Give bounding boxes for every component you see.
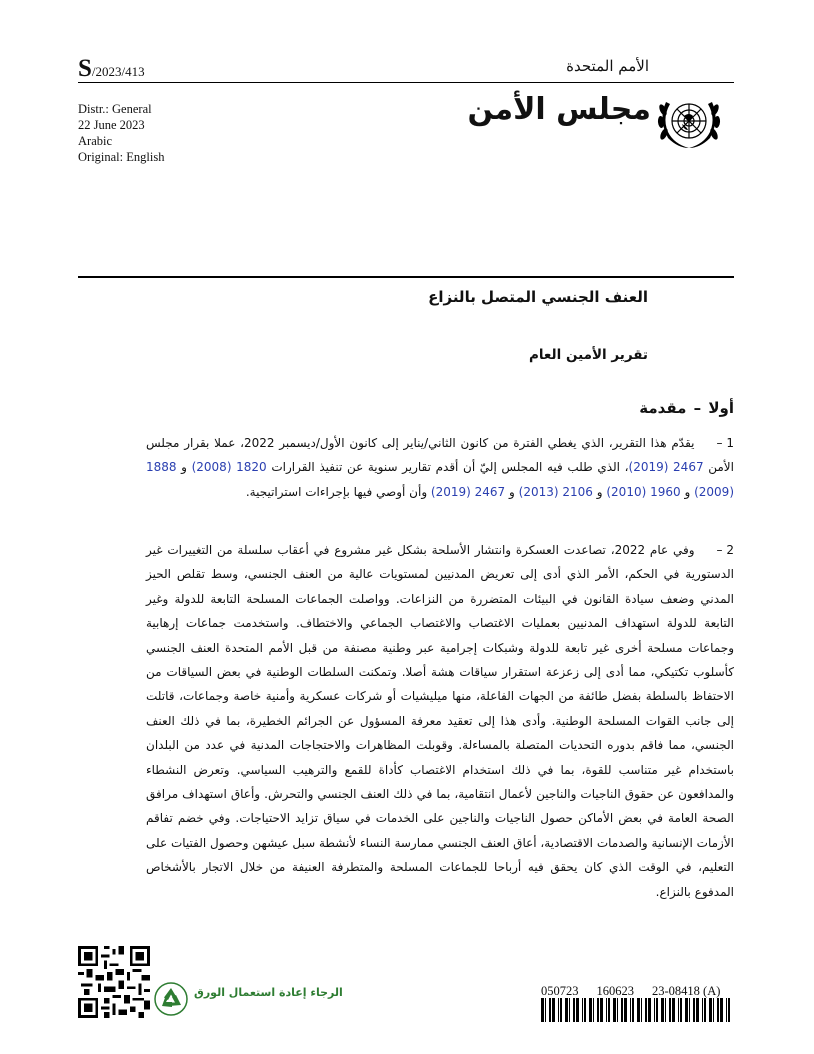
barcode-bar [717, 998, 719, 1022]
paragraph-text: ، الذي طلب فيه المجلس إليّ أن أقدم تقارير سنوية عن تنفيذ القرارات [271, 460, 629, 475]
title-rule [78, 276, 734, 278]
symbol-letter: S [78, 55, 92, 82]
barcode-bar [632, 998, 634, 1022]
barcode-bar [608, 998, 610, 1022]
distribution-line: Distr.: General [78, 102, 152, 116]
barcode-bar [645, 998, 647, 1022]
header-rule [78, 82, 734, 83]
recycle-notice: الرجاء إعادة استعمال الورق [194, 986, 343, 999]
council-name: مجلس الأمن [467, 92, 651, 127]
barcode-bar [541, 998, 544, 1022]
paragraph-text: وفي عام 2022، تصاعدت العسكرة وانتشار الأسلحة بشكل غير مشروع في أعقاب سلسلة من التغييرات غير الدستورية في الحكم، الأمر الذي أدى إلى تعريض المدنيين لمستويات عالية من العنف الجنسي، وسط تقلص الحيز المدني وضعف سيادة القانون في البيئات المتضررة من النزاعات. وواصلت الجماعات المسلحة التابعة للدولة وغير التابعة للدولة استهداف المدنيين بعمليات الاغتصاب والاغتصاب الجماعي والاختطاف. واستخدمت جماعات إرهابية وجماعات مسلحة أخرى غير تابعة للدولة وشبكات إجرامية عبر وطنية مصنفة من قبل الأمم المتحدة العنف الجنسي كأسلوب تكتيكي، مما أدى إلى زعزعة استقرار سياقات هشة أصلا. وتمكنت السلطات الوطنية في بعض السياقات من الاحتفاظ بالسلطة بفضل طائفة من الجهات الفاعلة، منها ميليشيات أو شركات عسكرية وأمنية خاصة وجماعات، قاتلت إلى جانب القوات المسلحة الوطنية. وأدى هذا إلى تعقيد معرفة المسؤول عن الجرائم الخطيرة، بما في ذلك العنف الجنسي، مما فاقم بدوره التحديات المتصلة بالمساءلة. وقوبلت المظاهرات والاحتجاجات المدنية في عدد من البلدان باستخدام غير متناسب للقوة، بما في ذلك استخدام الاغتصاب كأداة للقمع والترهيب السياسي. وتعرض النشطاء والمدافعون عن حقوق الناجيات والناجين لأعمال انتقامية، بما في ذلك العنف الجنسي والتحرش. وأعاق استهداف مرافق الصحة العامة في بعض الأماكن حصول الناجيات والناجين على الخدمات في سياق تزايد الاحتياجات. وفي خضم تفاقم الأزمات الإنسانية والصدمات الاقتصادية، أعاق العنف الجنسي ممارسة النساء لأنشطة سبل عيشهن وحصول الفتيات على التعليم، في الوقت الذي كان يحقق فيه أرباحا للجماعات المسلحة والمتطرفة العنيفة من خلال الاتجار بالأشخاص المدفوع بالنزاع. [146, 543, 734, 899]
barcode-bar [624, 998, 627, 1022]
barcode-bar [654, 998, 655, 1022]
conjunction: و [176, 460, 192, 475]
document-title: العنف الجنسي المتصل بالنزاع [428, 288, 648, 306]
barcode-bar [669, 998, 671, 1022]
barcode-bar [630, 998, 631, 1022]
barcode-bar [560, 998, 562, 1022]
barcode-bar [617, 998, 618, 1022]
barcode-bar [576, 998, 579, 1022]
paragraph-2 [146, 538, 734, 904]
barcode-bar [685, 998, 688, 1022]
barcode-bar [713, 998, 714, 1022]
barcode-bar [689, 998, 690, 1022]
paragraph-text: يقدّم هذا التقرير، الذي يغطي الفترة من كانون الثاني/يناير إلى كانون الأول/ديسمبر 2022، عملا بقرار مجلس الأمن [146, 436, 734, 475]
resolution-link[interactable]: 1820 (2008) [191, 460, 267, 475]
barcode-bar [552, 998, 555, 1022]
barcode-bar [621, 998, 623, 1022]
barcode-bar [582, 998, 583, 1022]
resolution-link[interactable]: 2106 (2013) [518, 484, 593, 499]
barcode-bar [665, 998, 666, 1022]
barcode-bar [545, 998, 546, 1022]
barcode-bar [589, 998, 592, 1022]
barcode-bar [678, 998, 679, 1022]
barcode-bar [641, 998, 642, 1022]
release-date: 160623 [596, 984, 634, 998]
barcode-bar [597, 998, 599, 1022]
barcode-bar [720, 998, 723, 1022]
barcode-bar [584, 998, 586, 1022]
barcode-bar [680, 998, 682, 1022]
paragraph-text: وأن أوصي فيها بإجراءات استراتيجية. [245, 484, 431, 499]
print-date: 050723 [541, 984, 579, 998]
barcode-bar [593, 998, 594, 1022]
distribution-block [78, 101, 164, 165]
barcode-bar [573, 998, 575, 1022]
original-language-line: Original: English [78, 150, 165, 164]
conjunction: و [680, 484, 695, 499]
resolution-link[interactable]: 2467 (2019) [430, 484, 506, 499]
un-emblem-icon [654, 90, 724, 154]
report-title: تقرير الأمين العام [528, 347, 648, 363]
barcode-bar [726, 998, 727, 1022]
barcode-bar [637, 998, 640, 1022]
document-symbol [78, 55, 145, 83]
conjunction: و [592, 484, 607, 499]
job-numbers [541, 984, 738, 999]
job-number: 23-08418 (A) [652, 984, 721, 998]
symbol-number: /2023/413 [91, 64, 145, 79]
barcode-bar [661, 998, 664, 1022]
paragraph-number: 1 – [716, 436, 734, 450]
barcode-bar [565, 998, 568, 1022]
barcode-bar [656, 998, 658, 1022]
recycle-icon [154, 982, 188, 1016]
barcode-bar [648, 998, 651, 1022]
barcode-bar [549, 998, 551, 1022]
barcode-bar [709, 998, 712, 1022]
barcode-bar [704, 998, 706, 1022]
resolution-link[interactable]: 1888 (2009) [146, 460, 734, 499]
barcode-bar [696, 998, 699, 1022]
barcode-bar [606, 998, 607, 1022]
qr-code-icon[interactable] [78, 946, 150, 1018]
barcode-bar [702, 998, 703, 1022]
language-line: Arabic [78, 134, 113, 148]
barcode-bar [672, 998, 675, 1022]
barcode-icon [541, 998, 733, 1022]
barcode-bar [569, 998, 570, 1022]
paragraph-number: 2 – [716, 543, 734, 557]
organization-name: الأمم المتحدة [566, 57, 649, 75]
resolution-link[interactable]: 1960 (2010) [606, 484, 681, 499]
barcode-bar [613, 998, 616, 1022]
paragraph-1 [146, 431, 734, 504]
barcode-bar [728, 998, 730, 1022]
barcode-bar [693, 998, 695, 1022]
resolution-link[interactable]: 2467 (2019) [628, 460, 704, 475]
conjunction: و [505, 484, 519, 499]
barcode-bar [558, 998, 559, 1022]
barcode-bar [600, 998, 603, 1022]
section-heading: أولا – مقدمة [639, 399, 734, 417]
date-line: 22 June 2023 [78, 118, 145, 132]
